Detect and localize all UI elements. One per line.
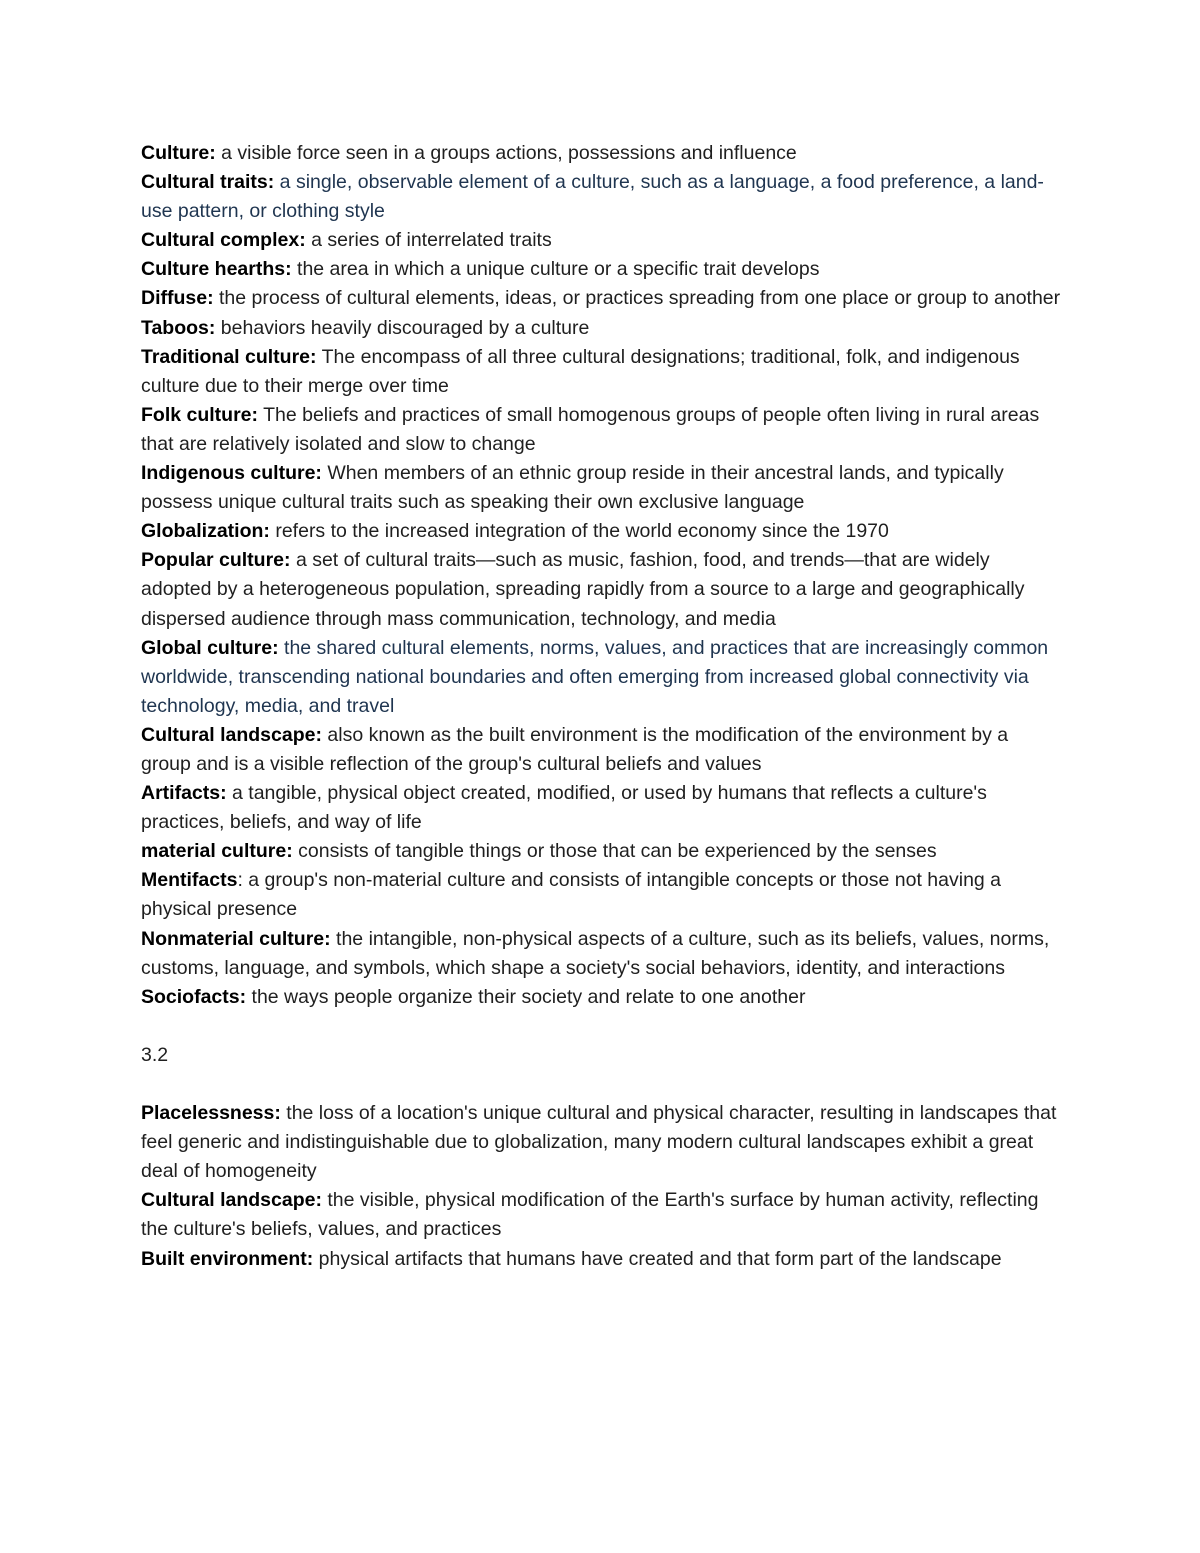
definition: the shared cultural elements, norms, values, and practices that are increasingly common worldwide, transcending national boundaries and often emerging from increased global connectivity via technology, media, and travel [141, 636, 1049, 717]
definition: physical artifacts that humans have created and that form part of the landscape [313, 1247, 1002, 1270]
definition-entry [141, 459, 1061, 517]
definitions-list-section-1 [141, 139, 1061, 1012]
definition: the intangible, non-physical aspects of a culture, such as its beliefs, values, norms, customs, language, and symbols, which shape a society's social behaviors, identity, and interactions [141, 927, 1050, 979]
term: Placelessness: [141, 1102, 281, 1125]
section-heading: 3.2 [141, 1043, 169, 1066]
definition: behaviors heavily discouraged by a culture [215, 316, 590, 339]
definition-entry [141, 226, 1061, 255]
definition-entry [141, 1099, 1061, 1186]
definition-entry [141, 779, 1061, 837]
term: Popular culture: [141, 549, 291, 572]
definition-entry [141, 983, 1061, 1012]
definition: a series of interrelated traits [305, 229, 552, 252]
definitions-list-section-2 [141, 1099, 1061, 1274]
term: Sociofacts: [141, 985, 247, 1008]
definition-entry [141, 401, 1061, 459]
term: Cultural landscape: [141, 723, 322, 746]
definition-entry [141, 168, 1061, 226]
definition: the ways people organize their society and relate to one another [246, 985, 806, 1008]
definition: also known as the built environment is the modification of the environment by a group and is a visible reflection of the group's cultural beliefs and values [141, 723, 1009, 775]
definition: consists of tangible things or those that can be experienced by the senses [292, 840, 937, 863]
definition-entry [141, 1186, 1061, 1244]
definition: the visible, physical modification of the Earth's surface by human activity, reflecting the culture's beliefs, values, and practices [141, 1189, 1039, 1241]
definition-entry [141, 721, 1061, 779]
definition: The beliefs and practices of small homogenous groups of people often living in rural areas that are relatively isolated and slow to change [141, 403, 1040, 455]
definition: When members of an ethnic group reside in their ancestral lands, and typically possess unique cultural traits such as speaking their own exclusive language [141, 462, 1004, 514]
definition: a set of cultural traits—such as music, fashion, food, and trends—that are widely adopted by a heterogeneous population, spreading rapidly from a source to a large and geographically dispersed audience through mass communication, technology, and media [141, 549, 1025, 630]
term: Globalization: [141, 520, 270, 543]
definition: : a group's non-material culture and consists of intangible concepts or those not having a physical presence [141, 869, 1002, 921]
term: Folk culture: [141, 403, 259, 426]
term: Cultural traits: [141, 171, 275, 194]
definition: the process of cultural elements, ideas, or practices spreading from one place or group to another [213, 287, 1061, 310]
definition-entry [141, 343, 1061, 401]
definition-entry [141, 634, 1061, 721]
definition-entry [141, 517, 1061, 546]
term: material culture: [141, 840, 293, 863]
definition-entry [141, 866, 1061, 924]
term: Built environment: [141, 1247, 314, 1270]
definition: a single, observable element of a culture, such as a language, a food preference, a land-use pattern, or clothing style [141, 171, 1044, 223]
term: Culture hearths: [141, 258, 292, 281]
term: Cultural complex: [141, 229, 306, 252]
definition: the loss of a location's unique cultural and physical character, resulting in landscapes that feel generic and indistinguishable due to globalization, many modern cultural landscapes exhibit a great deal of homogeneity [141, 1102, 1057, 1183]
definition-entry [141, 255, 1061, 284]
term: Nonmaterial culture: [141, 927, 331, 950]
term: Diffuse: [141, 287, 214, 310]
term: Culture: [141, 142, 216, 164]
term: Traditional culture: [141, 345, 317, 368]
term: Cultural landscape: [141, 1189, 322, 1212]
term: Artifacts: [141, 782, 227, 805]
definition: refers to the increased integration of the world economy since the 1970 [269, 520, 889, 543]
term: Taboos: [141, 316, 216, 339]
definition: a tangible, physical object created, modified, or used by humans that reflects a culture's practices, beliefs, and way of life [141, 782, 987, 834]
term: Indigenous culture: [141, 462, 322, 485]
definition-entry [141, 546, 1061, 633]
definition-entry [141, 837, 1061, 866]
definition: The encompass of all three cultural designations; traditional, folk, and indigenous culture due to their merge over time [141, 345, 1020, 397]
definition-entry [141, 1245, 1061, 1274]
definition-entry [141, 314, 1061, 343]
definition: the area in which a unique culture or a specific trait develops [291, 258, 820, 281]
term: Global culture: [141, 636, 279, 659]
term: Mentifacts [141, 869, 238, 892]
document-page [141, 139, 1061, 1274]
definition: a visible force seen in a groups actions, possessions and influence [215, 142, 797, 164]
definition-entry [141, 284, 1061, 313]
definition-entry [141, 139, 1061, 168]
definition-entry [141, 925, 1061, 983]
